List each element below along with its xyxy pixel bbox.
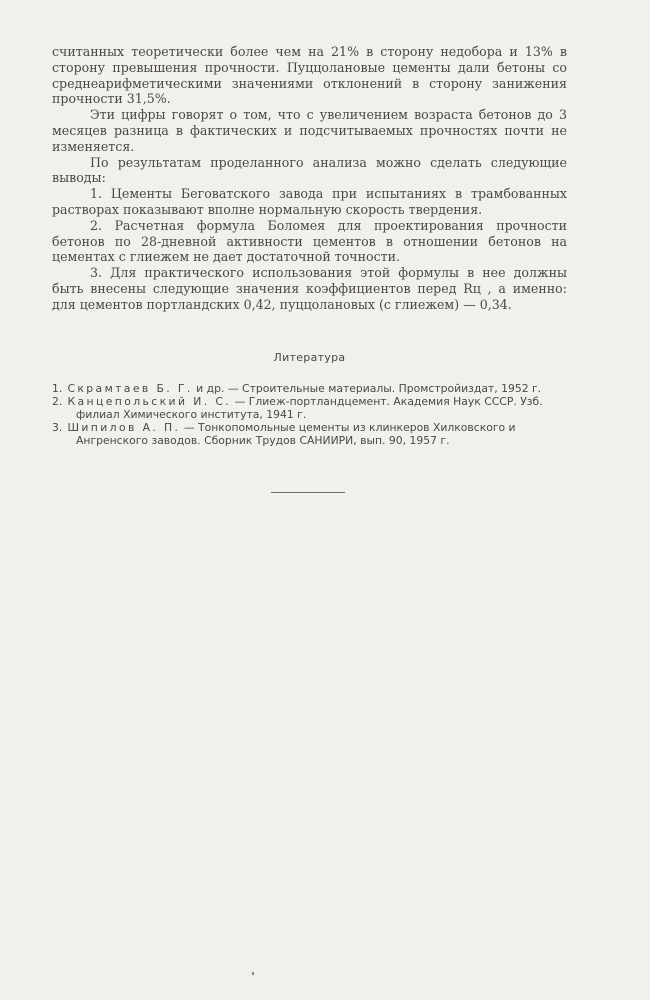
conclusion-item-1: 1. Цементы Беговатского завода при испытаниях в трамбованных растворах показывают вполне нормальную скорость твердения.: [52, 186, 567, 217]
reference-author: Скрамтаев Б. Г.: [67, 381, 193, 395]
reference-author: Канцепольский И. С.: [67, 394, 232, 408]
references-list: [52, 382, 567, 447]
reference-text: — Тонкопомольные цементы из клинкеров Хилковского и Ангренского заводов. Сборник Трудов САНИИРИ, вып. 90, 1957 г.: [76, 420, 516, 447]
reference-item: [52, 382, 567, 395]
document-page: [52, 44, 567, 447]
reference-author: Шипилов А. П.: [67, 420, 181, 434]
conclusion-item-3: 3. Для практического использования этой формулы в нее должны быть внесены следующие значения коэффициентов перед Rц , а именно: для цементов портландских 0,42, пуццолановых (с глиежем) — 0,34.: [52, 265, 567, 312]
references-title: Литература: [273, 350, 346, 364]
conclusion-item-2: 2. Расчетная формула Боломея для проектирования прочности бетонов по 28-дневной активности цементов в отношении бетонов на цементах с глиежем не дает достаточной точности.: [52, 217, 567, 265]
reference-item: [52, 395, 567, 421]
reference-number: 1.: [52, 381, 63, 395]
reference-item: [52, 421, 567, 447]
reference-text: — Глиеж-портландцемент. Академия Наук СССР. Узб. филиал Химического института, 1941 г.: [76, 394, 543, 421]
reference-number: 3.: [52, 420, 63, 434]
paragraph-conclusions-intro: По результатам проделанного анализа можно сделать следующие выводы:: [52, 154, 567, 186]
section-divider: [271, 492, 345, 493]
paragraph-age-observation: Эти цифры говорят о том, что с увеличением возраста бетонов до 3 месяцев разница в фактических и подсчитываемых прочностях почти не изменяется.: [52, 107, 567, 154]
paragraph-continuation: считанных теоретически более чем на 21% в сторону недобора и 13% в сторону превышения прочности. Пуццолановые цементы дали бетоны со среднеарифметическими значениями отклонений в сторону занижения прочности 31,5%.: [52, 44, 567, 107]
reference-number: 2.: [52, 394, 63, 408]
page-mark: [252, 972, 254, 975]
reference-text: и др. — Строительные материалы. Промстройиздат, 1952 г.: [192, 381, 542, 395]
